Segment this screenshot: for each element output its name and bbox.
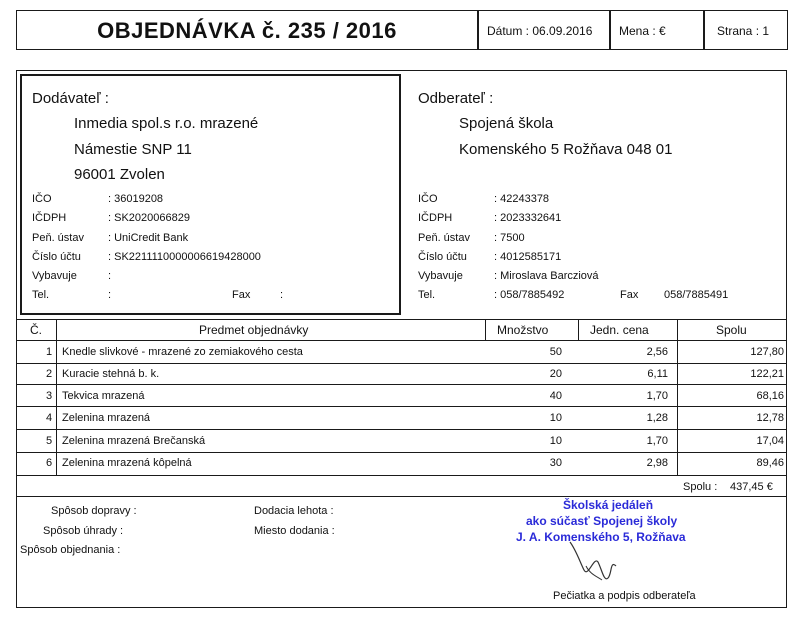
row-unit-price: 1,28 (646, 412, 668, 424)
payment-label: Spôsob úhrady : (43, 525, 124, 537)
customer-name-line-2: Komenského 5 Rožňava 048 01 (459, 141, 673, 158)
row-rule-2 (16, 384, 787, 385)
date-value: Dátum : 06.09.2016 (487, 24, 593, 38)
customer-name-line-1: Spojená škola (459, 115, 554, 132)
supplier-account: : SK2211110000006619428000 (108, 251, 261, 263)
supplier-fax: : (280, 289, 284, 301)
transport-label: Spôsob dopravy : (51, 505, 137, 517)
row-number: 4 (46, 412, 53, 424)
customer-tel: : 058/7885492 (494, 289, 565, 301)
customer-tel-label: Tel. (418, 289, 436, 301)
customer-handler: : Miroslava Barcziová (494, 270, 599, 282)
customer-icdph-label: IČDPH (418, 212, 453, 224)
row-unit-price: 1,70 (646, 435, 668, 447)
row-number: 2 (46, 368, 53, 380)
supplier-name-line-3: 96001 Zvolen (74, 166, 165, 183)
grand-total-value: 437,45 € (730, 481, 773, 493)
delivery-time-label: Dodacia lehota : (254, 505, 334, 517)
supplier-handler-label: Vybavuje (32, 270, 77, 282)
row-item: Zelenina mrazená Brečanská (62, 435, 206, 447)
customer-account: : 4012585171 (494, 251, 562, 263)
row-quantity: 10 (549, 412, 562, 424)
row-quantity: 40 (549, 390, 562, 402)
customer-ico-label: IČO (418, 193, 438, 205)
customer-ico: : 42243378 (494, 193, 550, 205)
stamp-line-3: J. A. Komenského 5, Rožňava (516, 530, 686, 544)
customer-bank-label: Peň. ústav (418, 232, 470, 244)
row-total: 122,21 (750, 368, 784, 380)
currency-value: Mena : € (619, 24, 666, 38)
row-item: Zelenina mrazená (62, 412, 151, 424)
col-header-total: Spolu (716, 323, 747, 337)
row-item: Knedle slivkové - mrazené zo zemiakového cesta (62, 346, 303, 358)
row-unit-price: 1,70 (646, 390, 668, 402)
supplier-name-line-2: Námestie SNP 11 (74, 141, 192, 158)
supplier-ico: : 36019208 (108, 193, 164, 205)
row-unit-price: 2,56 (646, 346, 668, 358)
customer-icdph: : 2023332641 (494, 212, 562, 224)
handwritten-signature (566, 536, 626, 586)
grand-total-label: Spolu : (683, 481, 718, 493)
row-number: 1 (46, 346, 53, 358)
row-item: Zelenina mrazená kôpelná (62, 457, 192, 469)
stamp-line-2: ako súčasť Spojenej školy (526, 514, 678, 528)
supplier-icdph: : SK2020066829 (108, 212, 190, 224)
supplier-bank: : UniCredit Bank (108, 232, 189, 244)
row-total: 12,78 (756, 412, 784, 424)
row-number: 3 (46, 390, 53, 402)
signature-label: Pečiatka a podpis odberateľa (553, 590, 696, 602)
row-quantity: 10 (549, 435, 562, 447)
supplier-heading: Dodávateľ : (32, 90, 109, 107)
row-total: 68,16 (756, 390, 784, 402)
table-col-divider-3 (578, 319, 579, 340)
supplier-fax-label: Fax (232, 289, 251, 301)
table-top-rule (16, 319, 787, 320)
row-total: 127,80 (750, 346, 784, 358)
row-total: 89,46 (756, 457, 784, 469)
row-rule-5 (16, 452, 787, 453)
row-item: Kuracie stehná b. k. (62, 368, 160, 380)
row-quantity: 30 (549, 457, 562, 469)
row-quantity: 50 (549, 346, 562, 358)
row-rule-3 (16, 406, 787, 407)
row-rule-1 (16, 363, 787, 364)
col-header-quantity: Množstvo (497, 323, 549, 337)
currency-field (610, 10, 704, 50)
supplier-icdph-label: IČDPH (32, 212, 67, 224)
supplier-name-line-1: Inmedia spol.s r.o. mrazené (74, 115, 259, 132)
col-header-unit-price: Jedn. cena (590, 323, 649, 337)
date-field (478, 10, 610, 50)
supplier-ico-label: IČO (32, 193, 52, 205)
supplier-handler: : (108, 270, 112, 282)
supplier-account-label: Číslo účtu (32, 251, 81, 263)
customer-bank: : 7500 (494, 232, 525, 244)
col-header-no: Č. (30, 323, 42, 337)
row-quantity: 20 (549, 368, 562, 380)
ordering-label: Spôsob objednania : (20, 544, 121, 556)
customer-heading: Odberateľ : (418, 90, 494, 107)
supplier-tel-label: Tel. (32, 289, 50, 301)
row-unit-price: 2,98 (646, 457, 668, 469)
supplier-bank-label: Peň. ústav (32, 232, 84, 244)
customer-fax-label: Fax (620, 289, 639, 301)
row-unit-price: 6,11 (647, 368, 668, 380)
supplier-box (20, 74, 401, 315)
row-rule-4 (16, 429, 787, 430)
supplier-tel: : (108, 289, 112, 301)
page-field (704, 10, 788, 50)
document-title: OBJEDNÁVKA č. 235 / 2016 (97, 18, 397, 43)
row-number: 6 (46, 457, 53, 469)
delivery-place-label: Miesto dodania : (254, 525, 335, 537)
customer-handler-label: Vybavuje (418, 270, 463, 282)
row-item: Tekvica mrazená (62, 390, 145, 402)
table-col-divider-2 (485, 319, 486, 340)
total-rule (16, 496, 787, 497)
document-title-box (16, 10, 478, 50)
table-header-rule (16, 340, 787, 341)
page-number: Strana : 1 (717, 24, 770, 38)
row-total: 17,04 (756, 435, 784, 447)
stamp-line-1: Školská jedáleň (563, 498, 654, 512)
customer-account-label: Číslo účtu (418, 251, 467, 263)
row-number: 5 (46, 435, 53, 447)
col-header-item: Predmet objednávky (199, 323, 309, 337)
customer-fax: 058/7885491 (664, 289, 729, 301)
row-rule-6 (16, 475, 787, 476)
